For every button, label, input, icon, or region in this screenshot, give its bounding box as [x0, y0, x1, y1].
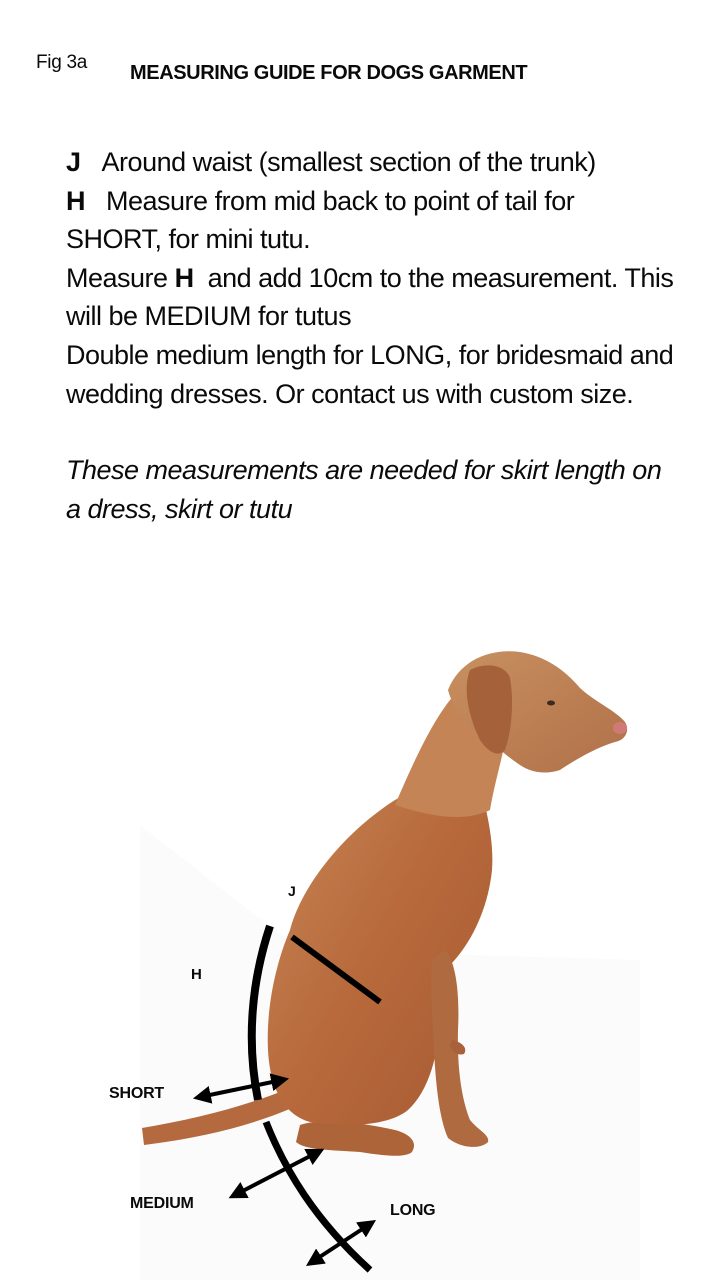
figure-label: Fig 3a [36, 52, 88, 73]
dog-illustration [0, 630, 720, 1280]
label-short: SHORT [109, 1085, 165, 1102]
label-medium: MEDIUM [130, 1195, 194, 1212]
instruction-medium-prefix: Measure [66, 262, 168, 293]
label-h: H [191, 966, 202, 983]
dog-nose [613, 722, 627, 734]
instruction-long: Double medium length for LONG, for bridesmaid and wedding dresses. Or contact us with custom size. [66, 339, 674, 409]
instructions-block [66, 143, 676, 528]
measure-key-h-ref: H [174, 262, 194, 293]
dog-measuring-diagram [0, 630, 720, 1280]
skirt-length-note: These measurements are needed for skirt length on a dress, skirt or tutu [66, 455, 662, 524]
instruction-h [66, 182, 676, 259]
instruction-j [66, 143, 676, 182]
measure-key-j: J [66, 147, 81, 177]
instruction-medium [66, 259, 676, 336]
page-title: MEASURING GUIDE FOR DOGS GARMENT [130, 62, 528, 84]
label-long: LONG [390, 1202, 436, 1219]
instruction-medium-text: and add 10cm to the measurement. This will be MEDIUM for tutus [66, 262, 674, 332]
instruction-h-text: Measure from mid back to point of tail for SHORT, for mini tutu. [66, 185, 575, 255]
instruction-j-text: Around waist (smallest section of the trunk) [101, 147, 596, 177]
measure-key-h: H [66, 185, 85, 216]
dog-eye [547, 701, 555, 706]
label-j: J [288, 883, 296, 899]
